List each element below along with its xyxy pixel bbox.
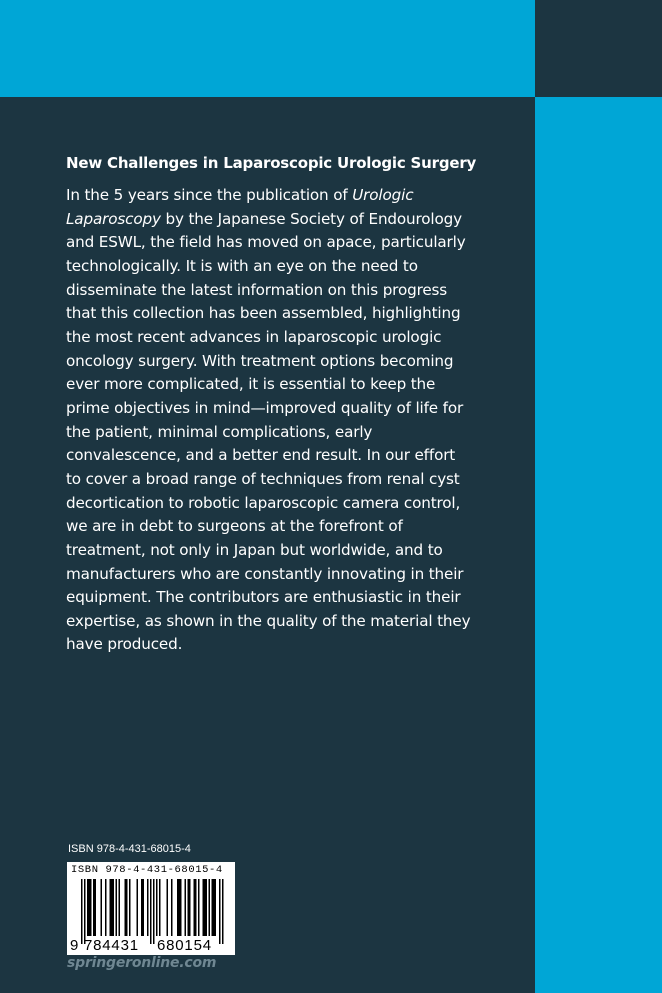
top-accent-band <box>0 0 535 97</box>
barcode-bar <box>105 879 107 936</box>
barcode-digits-right: 680154 <box>157 937 212 954</box>
barcode-bar <box>180 879 182 936</box>
barcode-bar <box>113 879 115 936</box>
barcode-bar <box>209 879 211 936</box>
barcode-bar <box>185 879 187 936</box>
blurb-text-rest: by the Japanese Society of Endourology and ESWL, the field has moved on apace, particularly technologically. It is with an eye on the need to disseminate the latest information on this progress that this collection has been assembled, highlighting the most recent advances in laparoscopic urologic oncology surgery. With treatment options becoming ever more complicated, it is essential to keep the prime objectives in mind—improved quality of life for the patient, minimal complications, early convalescence, and a better end result. In our effort to cover a broad range of techniques from renal cyst decortication to robotic laparoscopic camera control, we are in debt to surgeons at the forefront of treatment, not only in Japan but worldwide, and to manufacturers who are constantly innovating in their equipment. The contributors are enthusiastic in their expertise, as shown in the quality of the material they have produced. <box>66 209 471 654</box>
book-description <box>66 184 471 657</box>
barcode-bar <box>137 879 139 936</box>
right-accent-band <box>535 97 662 993</box>
book-title: New Challenges in Laparoscopic Urologic Surgery <box>66 154 477 172</box>
barcode-bar <box>143 879 145 936</box>
isbn-barcode <box>67 862 235 955</box>
publisher-website: springeronline.com <box>67 955 217 971</box>
barcode-bar <box>179 879 181 936</box>
barcode-bar <box>125 879 127 936</box>
barcode-bar <box>129 879 131 936</box>
barcode-bar <box>116 879 118 936</box>
barcode-bar <box>141 879 143 936</box>
barcode-bar <box>219 879 221 944</box>
barcode-bar <box>126 879 128 936</box>
barcode-bar <box>215 879 217 936</box>
barcode-bar <box>222 879 224 944</box>
top-right-corner-block <box>535 0 662 97</box>
blurb-italic-title: Urologic Laparoscopy <box>66 186 414 228</box>
barcode-bar <box>177 879 179 936</box>
barcode-bar <box>198 879 200 936</box>
barcode-bar <box>81 879 83 944</box>
barcode-bar <box>194 879 196 936</box>
barcode-bar <box>213 879 215 936</box>
barcode-bar <box>189 879 191 936</box>
back-cover-content <box>66 152 477 657</box>
barcode-bar <box>167 879 169 936</box>
barcode-bar <box>171 879 173 936</box>
blurb-text-start: In the 5 years since the publication of <box>66 186 353 204</box>
barcode-bar <box>87 879 89 936</box>
barcode-bar <box>206 879 208 936</box>
barcode-bar <box>119 879 121 936</box>
barcode-bar <box>203 879 205 936</box>
barcode-bar <box>188 879 190 936</box>
barcode-bar <box>150 879 152 944</box>
barcode-bar <box>101 879 103 936</box>
barcode-bar <box>90 879 92 936</box>
barcode-digits-left: 784431 <box>84 937 139 954</box>
barcode-bar <box>147 879 149 936</box>
barcode-bar <box>93 879 95 936</box>
barcode-bar <box>195 879 197 936</box>
barcode-bar <box>159 879 161 936</box>
barcode-bar <box>204 879 206 936</box>
barcode-bar <box>110 879 112 936</box>
barcode-digit-first: 9 <box>70 937 79 954</box>
barcode-bar <box>89 879 91 936</box>
barcode-isbn-label: ISBN 978-4-431-68015-4 <box>71 864 223 876</box>
barcode-bar <box>153 879 155 944</box>
barcode-bar <box>212 879 214 936</box>
barcode-bar <box>111 879 113 936</box>
isbn-label: ISBN 978-4-431-68015-4 <box>68 843 191 855</box>
barcode-bar <box>95 879 97 936</box>
barcode-bar <box>84 879 86 944</box>
barcode-bar <box>156 879 158 936</box>
